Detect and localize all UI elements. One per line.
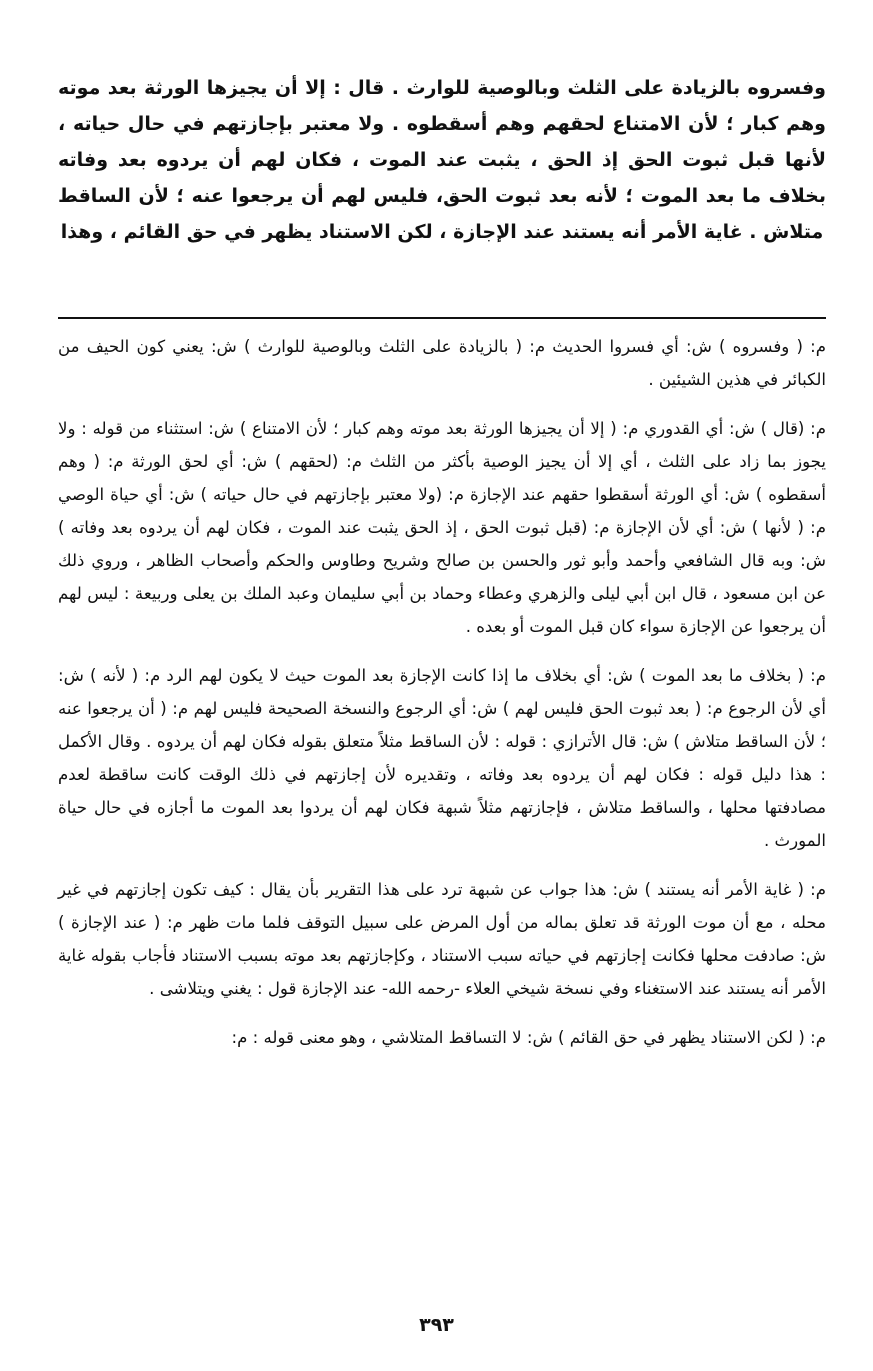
commentary-paragraph: م: ( غاية الأمر أنه يستند ) ش: هذا جواب عن شبهة ترد على هذا التقرير بأن يقال : كيف تكون إجازتهم في غير محله ، مع أن موت الورثة قد تعلق بماله من أول المرض على سبيل التوقف فلما مات ظهر م: ( عند الإجازة ) ش: صادفت محلها فكانت إجازتهم في حياته سبب الاستناد ، وكإجازتهم بعد موته بسبب الاستناد فأجاب بقوله غاية الأمر أنه يستند عند الاستغناء وفي نسخة شيخي العلاء -رحمه الله- عند الإجازة قول : يغني ويتلاشى . bbox=[58, 880, 826, 998]
main-text: وفسروه بالزيادة على الثلث وبالوصية للوارث . قال : إلا أن يجيزها الورثة بعد موته وهم كبار ؛ لأن الامتناع لحقهم وهم أسقطوه . ولا معتبر بإجازتهم في حال حياته ، لأنها قبل ثبوت الحق إذ الحق ، يثبت عند الموت ، فكان لهم أن يردوه بعد وفاته بخلاف ما بعد الموت ؛ لأنه بعد ثبوت الحق، فليس لهم أن يرجعوا عنه ؛ لأن الساقط متلاش . غاية الأمر أنه يستند عند الإجازة ، لكن الاستناد يظهر في حق القائم ، وهذا bbox=[58, 77, 826, 243]
commentary-paragraph: م: ( وفسروه ) ش: أي فسروا الحديث م: ( بالزيادة على الثلث وبالوصية للوارث ) ش: يعني كون الحيف من الكبائر في هذين الشيئين . bbox=[58, 337, 826, 389]
main-text-block bbox=[58, 70, 826, 250]
separator-line bbox=[58, 317, 826, 319]
commentary-paragraph: م: ( بخلاف ما بعد الموت ) ش: أي بخلاف ما إذا كانت الإجازة بعد الموت حيث لا يكون لهم الرد م: ( لأنه ) ش: أي لأن الرجوع م: ( بعد ثبوت الحق فليس لهم ) ش: أي الرجوع والنسخة الصحيحة فليس لهم م: ( أن يرجعوا عنه ؛ لأن الساقط متلاش ) ش: قال الأترازي : قوله : لأن الساقط مثلاً متعلق بقوله فكان لهم أن يردوه . وقال الأكمل : هذا دليل قوله : فكان لهم أن يردوه بعد وفاته ، وتقديره لأن إجازتهم في ذلك الوقت كانت ساقطة لعدم مصادفتها محلها ، والساقط متلاش ، فإجازتهم مثلاً شبهة فكان لهم أن يردوا بعد الموت ما أجازه في حال حياة المورث . bbox=[58, 666, 826, 850]
commentary-block bbox=[58, 330, 826, 1070]
commentary-paragraph: م: (قال ) ش: أي القدوري م: ( إلا أن يجيزها الورثة بعد موته وهم كبار ؛ لأن الامتناع ) ش: استثناء من قوله : ولا يجوز بما زاد على الثلث ، أي إلا أن يجيز الوصية بأكثر من الثلث م: (لحقهم ) ش: أي لحق الورثة م: ( وهم أسقطوه ) ش: أي الورثة أسقطوا حقهم عند الإجازة م: (ولا معتبر بإجازتهم في حال حياته ) ش: أي حياة الوصي م: ( لأنها ) ش: أي لأن الإجازة م: (قبل ثبوت الحق ، إذ الحق يثبت عند الموت ، فكان لهم أن يردوه بعد وفاته ) ش: وبه قال الشافعي وأحمد وأبو ثور والحسن بن صالح وشريح وطاوس والحكم وأصحاب الظاهر ، وروي ذلك عن ابن مسعود ، قال ابن أبي ليلى والزهري وعطاء وحماد بن أبي سليمان وعبد الملك بن يعلى وربيعة : ليس لهم أن يرجعوا عن الإجازة سواء كان قبل الموت أو بعده . bbox=[58, 419, 826, 636]
page-number: ٣٩٣ bbox=[419, 1314, 454, 1336]
commentary-paragraph: م: ( لكن الاستناد يظهر في حق القائم ) ش: لا التساقط المتلاشي ، وهو معنى قوله : م: bbox=[231, 1028, 826, 1047]
